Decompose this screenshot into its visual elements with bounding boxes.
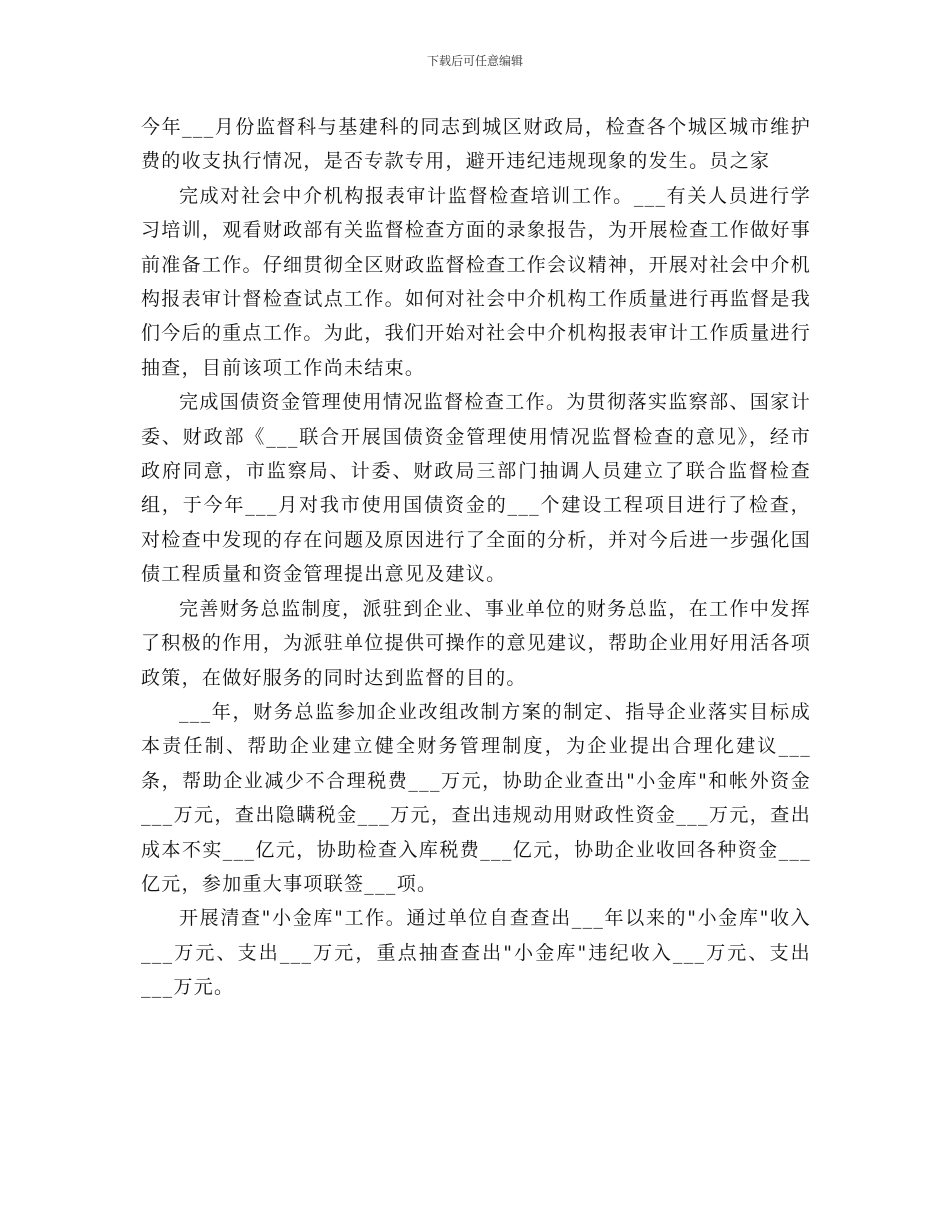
- paragraph-city-maintenance: 今年___月份监督科与基建科的同志到城区财政局，检查各个城区城市维护费的收支执行情况，是否专款专用，避开违纪违规现象的发生。员之家: [141, 116, 811, 173]
- paragraph-director-results: ___年，财务总监参加企业改组改制方案的制定、指导企业落实目标成本责任制、帮助企业建立健全财务管理制度，为企业提出合理化建议___条，帮助企业减少不合理税费___万元，协助企业查出"小金库"和帐外资金___万元，查出隐瞒税金___万元，查出违规动用财政性资金___万元，查出成本不实___亿元，协助检查入库税费___亿元，协助企业收回各种资金___亿元，参加重大事项联签___项。: [141, 700, 811, 895]
- document-body: [141, 110, 811, 1005]
- page-header: 下载后可任意编辑: [426, 54, 523, 68]
- paragraph-treasury-bond: 完成国债资金管理使用情况监督检查工作。为贯彻落实监察部、国家计委、财政部《___联合开展国债资金管理使用情况监督检查的意见》，经市政府同意，市监察局、计委、财政局三部门抽调人员建立了联合监督检查组，于今年___月对我市使用国债资金的___个建设工程项目进行了检查，对检查中发现的存在问题及原因进行了全面的分析，并对今后进一步强化国债工程质量和资金管理提出意见及建议。: [141, 391, 811, 586]
- paragraph-finance-director: 完善财务总监制度，派驻到企业、事业单位的财务总监，在工作中发挥了积极的作用，为派驻单位提供可操作的意见建议，帮助企业用好用活各项政策，在做好服务的同时达到监督的目的。: [141, 597, 811, 689]
- paragraph-intermediary-audit: 完成对社会中介机构报表审计监督检查培训工作。___有关人员进行学习培训，观看财政部有关监督检查方面的录象报告，为开展检查工作做好事前准备工作。仔细贯彻全区财政监督检查工作会议精神，开展对社会中介机构报表审计督检查试点工作。如何对社会中介机构工作质量进行再监督是我们今后的重点工作。为此，我们开始对社会中介机构报表审计工作质量进行抽查，目前该项工作尚未结束。: [141, 184, 811, 379]
- paragraph-small-treasury: 开展清查"小金库"工作。通过单位自查查出___年以来的"小金库"收入___万元、支出___万元，重点抽查查出"小金库"违纪收入___万元、支出___万元。: [141, 907, 811, 999]
